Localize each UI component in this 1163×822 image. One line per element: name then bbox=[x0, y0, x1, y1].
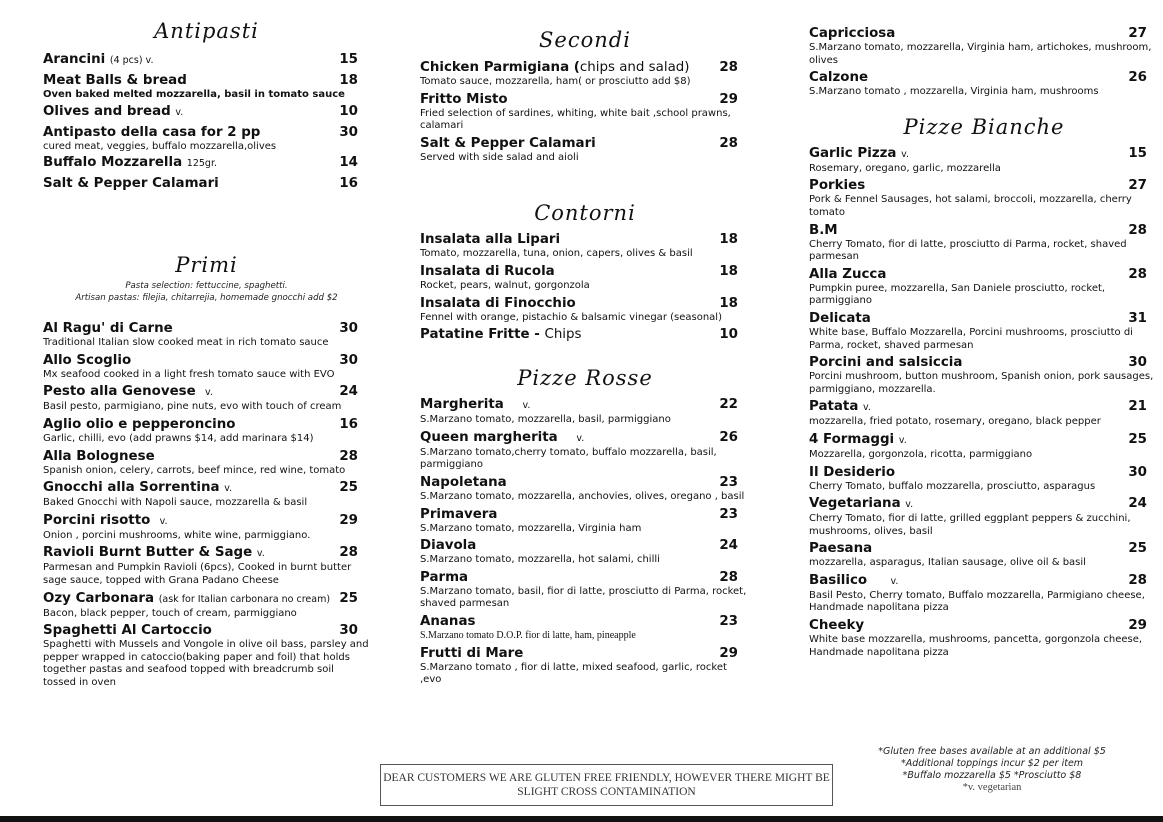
menu-item bbox=[809, 311, 1159, 352]
item-description: S.Marzano tomato , fior di latte, mixed seafood, garlic, rocket ,evo bbox=[420, 661, 727, 686]
item-price: 26 bbox=[1128, 70, 1147, 86]
item-qualifier: v. bbox=[159, 515, 168, 527]
item-qualifier: v. bbox=[890, 575, 899, 587]
item-price: 30 bbox=[339, 124, 358, 140]
item-price: 28 bbox=[1128, 266, 1147, 282]
item-price: 18 bbox=[719, 263, 738, 279]
item-description: S.Marzano tomato, mozzarella, anchovies, olives, oregano , basil bbox=[420, 490, 745, 502]
item-name: Parma bbox=[420, 569, 469, 585]
menu-item bbox=[420, 475, 750, 504]
item-name: Garlic Pizza bbox=[809, 145, 897, 161]
menu-item bbox=[43, 591, 370, 621]
item-description: Onion , porcini mushrooms, white wine, parmiggiano. bbox=[43, 529, 311, 541]
item-price: 29 bbox=[719, 645, 738, 661]
item-qualifier: v. bbox=[224, 483, 233, 495]
item-price: 25 bbox=[1128, 431, 1147, 447]
menu-item bbox=[420, 614, 750, 643]
additional-toppings-note: *Additional toppings incur $2 per item bbox=[900, 758, 1084, 769]
item-name: Diavola bbox=[420, 538, 477, 554]
item-name: Alla Zucca bbox=[809, 266, 887, 282]
item-price: 24 bbox=[1128, 496, 1147, 512]
menu-item bbox=[809, 399, 1159, 429]
item-description: S.Marzano tomato,cherry tomato, buffalo mozzarella, basil, parmiggiano bbox=[420, 446, 717, 471]
item-price: 25 bbox=[1128, 541, 1147, 557]
item-price: 28 bbox=[719, 60, 738, 75]
item-price: 28 bbox=[339, 448, 358, 464]
item-price: 26 bbox=[719, 429, 738, 445]
item-price: 28 bbox=[339, 545, 358, 561]
item-name: Calzone bbox=[809, 70, 869, 86]
item-name: Insalata alla Lipari bbox=[420, 232, 561, 248]
item-description: Basil Pesto, Cherry tomato, Buffalo mozzarella, Parmigiano cheese, Handmade napolitana pizza bbox=[809, 589, 1145, 614]
item-description: Bacon, black pepper, touch of cream, parmiggiano bbox=[43, 607, 297, 619]
item-price: 18 bbox=[339, 73, 358, 88]
menu-item bbox=[43, 321, 370, 350]
primi-note-artisan: Artisan pastas: filejia, chitarrejia, homemade gnocchi add $2 bbox=[75, 293, 338, 304]
menu-item bbox=[809, 70, 1159, 99]
gluten-free-notice: DEAR CUSTOMERS WE ARE GLUTEN FREE FRIENDLY, HOWEVER THERE MIGHT BE SLIGHT CROSS CONTAMINATION bbox=[380, 764, 833, 806]
antipasti-title: Antipasti bbox=[154, 19, 259, 43]
menu-item bbox=[809, 496, 1159, 538]
item-qualifier: v. bbox=[905, 499, 914, 511]
menu-item bbox=[809, 432, 1159, 462]
item-description: S.Marzano tomato, mozzarella, Virginia ham, artichokes, mushroom, olives bbox=[809, 42, 1152, 66]
item-name: Pesto alla Genovese bbox=[43, 384, 196, 400]
item-price: 15 bbox=[1128, 145, 1147, 161]
item-description: Served with side salad and aioli bbox=[420, 151, 579, 163]
item-price: 30 bbox=[339, 321, 358, 337]
item-description: Tomato sauce, mozzarella, ham( or prosciutto add $8) bbox=[420, 76, 691, 87]
item-name: Queen margherita bbox=[420, 429, 558, 445]
menu-item bbox=[420, 136, 750, 165]
menu-item bbox=[43, 384, 370, 414]
item-price: 31 bbox=[1128, 310, 1147, 326]
item-qualifier: (ask for Italian carbonara no cream) bbox=[158, 593, 331, 605]
item-name: Allo Scoglio bbox=[43, 352, 132, 368]
item-description: S.Marzano tomato, mozzarella, hot salami, chilli bbox=[420, 554, 660, 566]
menu-item bbox=[420, 430, 750, 472]
item-name: Olives and bread bbox=[43, 103, 171, 119]
item-price: 27 bbox=[1128, 26, 1147, 41]
item-qualifier: Chips bbox=[544, 327, 582, 343]
menu-item bbox=[809, 267, 1159, 308]
item-description: Traditional Italian slow cooked meat in rich tomato sauce bbox=[43, 337, 329, 349]
item-description: Pork & Fennel Sausages, hot salami, broccoli, mozzarella, cherry tomato bbox=[809, 194, 1132, 218]
item-price: 24 bbox=[719, 538, 738, 554]
item-name: Patata bbox=[809, 399, 859, 415]
item-name: Salt & Pepper Calamari bbox=[43, 176, 219, 192]
menu-item bbox=[43, 417, 370, 446]
item-name: Insalata di Finocchio bbox=[420, 295, 576, 311]
menu-item bbox=[420, 327, 750, 343]
item-description: mozzarella, fried potato, rosemary, oregano, black pepper bbox=[809, 416, 1101, 428]
menu-item bbox=[809, 146, 1159, 176]
menu-item bbox=[43, 104, 370, 121]
menu-item bbox=[809, 223, 1159, 264]
item-price: 27 bbox=[1128, 178, 1147, 194]
menu-item bbox=[809, 618, 1159, 659]
item-name: Arancini bbox=[43, 52, 106, 67]
menu-item bbox=[43, 52, 370, 69]
item-price: 10 bbox=[719, 327, 738, 343]
item-name: Alla Bolognese bbox=[43, 448, 155, 464]
item-name: Napoletana bbox=[420, 474, 507, 490]
menu-item bbox=[420, 646, 750, 687]
bottom-border bbox=[0, 816, 1163, 822]
secondi-title: Secondi bbox=[539, 28, 631, 52]
item-price: 25 bbox=[339, 590, 358, 606]
item-description: S.Marzano tomato, mozzarella, basil, parmiggiano bbox=[420, 414, 671, 426]
item-price: 21 bbox=[1128, 399, 1147, 415]
item-name: Vegetariana bbox=[809, 496, 901, 512]
menu-item bbox=[43, 125, 370, 154]
primi-note-pasta: Pasta selection: fettuccine, spaghetti. bbox=[125, 281, 288, 292]
item-qualifier: v. bbox=[256, 548, 265, 560]
pizze-rosse-list bbox=[420, 397, 750, 687]
pizze-bianche-list bbox=[809, 146, 1159, 659]
item-name: Aglio olio e pepperoncino bbox=[43, 416, 236, 432]
item-price: 28 bbox=[1128, 222, 1147, 238]
primi-title: Primi bbox=[175, 253, 238, 278]
item-name: Porcini risotto bbox=[43, 512, 151, 528]
item-description: S.Marzano tomato, basil, fior di latte, prosciutto di Parma, rocket, shaved parmesan bbox=[420, 585, 747, 610]
menu-item bbox=[809, 541, 1159, 570]
item-description: Pumpkin puree, mozzarella, San Daniele prosciutto, rocket, parmiggiano bbox=[809, 282, 1106, 307]
menu-item bbox=[43, 353, 370, 382]
item-name: Gnocchi alla Sorrentina bbox=[43, 480, 220, 496]
item-description: White base mozzarella, mushrooms, pancetta, gorgonzola cheese, Handmade napolitana pizza bbox=[809, 634, 1143, 658]
item-qualifier: (4 pcs) v. bbox=[109, 55, 154, 66]
menu-item bbox=[809, 26, 1159, 67]
item-description: S.Marzano tomato D.O.P. fior di latte, ham, pineapple bbox=[420, 629, 636, 641]
item-description: Porcini mushroom, button mushroom, Spanish onion, pork sausages, parmiggiano, mozzarella. bbox=[809, 371, 1154, 395]
item-name: Insalata di Rucola bbox=[420, 263, 555, 279]
item-price: 29 bbox=[1128, 618, 1147, 634]
menu-item bbox=[809, 465, 1159, 494]
item-qualifier: v. bbox=[576, 432, 585, 444]
item-qualifier: v. bbox=[898, 434, 907, 446]
item-price: 14 bbox=[339, 155, 358, 171]
item-price: 23 bbox=[719, 613, 738, 629]
item-name: Frutti di Mare bbox=[420, 645, 524, 661]
item-price: 25 bbox=[339, 480, 358, 496]
item-description: Cherry Tomato, buffalo mozzarella, prosciutto, asparagus bbox=[809, 480, 1096, 492]
buffalo-prosciutto-note: *Buffalo mozzarella $5 *Prosciutto $8 bbox=[902, 770, 1082, 781]
item-description: mozzarella, asparagus, Italian sausage, olive oil & basil bbox=[809, 557, 1086, 569]
item-description: Tomato, mozzarella, tuna, onion, capers, olives & basil bbox=[420, 248, 693, 260]
item-price: 30 bbox=[339, 352, 358, 368]
item-description: Oven baked melted mozzarella, basil in tomato sauce bbox=[43, 89, 345, 100]
item-description: Baked Gnocchi with Napoli sauce, mozzarella & basil bbox=[43, 497, 308, 509]
item-price: 23 bbox=[719, 506, 738, 522]
item-name: Al Ragu' di Carne bbox=[43, 321, 173, 337]
menu-item bbox=[420, 264, 750, 293]
menu-item bbox=[809, 355, 1159, 396]
menu-item bbox=[420, 92, 750, 133]
contorni-list bbox=[420, 232, 750, 343]
item-name: Spaghetti Al Cartoccio bbox=[43, 623, 212, 639]
item-name: Delicata bbox=[809, 310, 871, 326]
item-description: White base, Buffalo Mozzarella, Porcini mushrooms, prosciutto di Parma, rocket, shaved parmesan bbox=[809, 326, 1133, 351]
menu-item bbox=[43, 449, 370, 478]
item-name: Ozy Carbonara bbox=[43, 590, 155, 606]
menu-item bbox=[43, 480, 370, 510]
item-name: Meat Balls & bread bbox=[43, 73, 187, 88]
item-name: Antipasto della casa for 2 pp bbox=[43, 124, 261, 140]
item-qualifier: 125gr. bbox=[186, 158, 218, 170]
item-name: Il Desiderio bbox=[809, 464, 896, 480]
item-name: Margherita bbox=[420, 397, 504, 413]
item-price: 15 bbox=[339, 52, 358, 67]
item-price: 28 bbox=[719, 569, 738, 585]
item-price: 24 bbox=[339, 384, 358, 400]
item-description: S.Marzano tomato , mozzarella, Virginia ham, mushrooms bbox=[809, 86, 1099, 98]
menu-item bbox=[43, 73, 370, 102]
menu-item bbox=[420, 60, 750, 89]
item-description: Fried selection of sardines, whiting, white bait ,school prawns, calamari bbox=[420, 107, 731, 132]
item-qualifier: v. bbox=[205, 387, 213, 399]
item-price: 29 bbox=[339, 512, 358, 528]
pizze-rosse-continued-list bbox=[809, 26, 1159, 99]
menu-item bbox=[420, 507, 750, 536]
item-price: 30 bbox=[1128, 464, 1147, 480]
item-name: 4 Formaggi bbox=[809, 431, 895, 447]
menu-item bbox=[43, 545, 370, 587]
menu-item bbox=[43, 623, 370, 689]
item-description: cured meat, veggies, buffalo mozzarella,olives bbox=[43, 140, 277, 152]
item-name: Ravioli Burnt Butter & Sage bbox=[43, 545, 253, 561]
menu-item bbox=[420, 570, 750, 611]
menu-item bbox=[809, 178, 1159, 219]
item-description: Cherry Tomato, fior di latte, prosciutto di Parma, rocket, shaved parmesan bbox=[809, 238, 1127, 263]
item-description: Rocket, pears, walnut, gorgonzola bbox=[420, 279, 590, 291]
menu-item bbox=[809, 573, 1159, 615]
menu-column-right bbox=[809, 0, 1159, 659]
item-price: 23 bbox=[719, 474, 738, 490]
item-description: Garlic, chilli, evo (add prawns $14, add marinara $14) bbox=[43, 432, 314, 444]
menu-column-middle bbox=[420, 0, 750, 687]
item-price: 22 bbox=[719, 397, 738, 413]
vegetarian-note: *v. vegetarian bbox=[962, 782, 1022, 793]
pizze-rosse-title: Pizze Rosse bbox=[517, 366, 653, 391]
item-qualifier: v. bbox=[901, 148, 910, 160]
item-description: Mx seafood cooked in a light fresh tomato sauce with EVO bbox=[43, 368, 335, 380]
contorni-title: Contorni bbox=[534, 201, 636, 226]
menu-item bbox=[43, 176, 370, 192]
item-qualifier: v. bbox=[863, 402, 871, 414]
footer-notes bbox=[862, 746, 1122, 794]
item-qualifier: chips and salad) bbox=[579, 60, 690, 75]
item-description: Rosemary, oregano, garlic, mozzarella bbox=[809, 162, 1001, 174]
item-name: Porcini and salsiccia bbox=[809, 355, 963, 371]
gluten-free-base-note: *Gluten free bases available at an additional $5 bbox=[878, 746, 1106, 757]
item-price: 18 bbox=[719, 295, 738, 311]
item-name: Chicken Parmigiana ( bbox=[420, 60, 580, 75]
item-price: 28 bbox=[719, 135, 738, 151]
menu-item bbox=[420, 296, 750, 325]
item-name: Basilico bbox=[809, 572, 868, 588]
item-price: 10 bbox=[339, 103, 358, 119]
item-description: Basil pesto, parmigiano, pine nuts, evo with touch of cream bbox=[43, 401, 342, 413]
item-price: 18 bbox=[719, 232, 738, 248]
item-price: 30 bbox=[339, 623, 358, 639]
item-qualifier: v. bbox=[522, 400, 531, 412]
item-name: Patatine Fritte - bbox=[420, 327, 540, 343]
item-description: S.Marzano tomato, mozzarella, Virginia ham bbox=[420, 522, 642, 534]
pizze-bianche-title: Pizze Bianche bbox=[903, 114, 1065, 139]
item-name: Fritto Misto bbox=[420, 91, 508, 107]
menu-item bbox=[420, 538, 750, 567]
item-description: Spaghetti with Mussels and Vongole in olive oil bass, parsley and pepper wrapped in catoccio(baking paper and foil) that holds together pastas and seafood topped with breadcrumb soil tossed in oven bbox=[43, 639, 369, 688]
item-price: 16 bbox=[339, 176, 358, 192]
item-description: Spanish onion, celery, carrots, beef mince, red wine, tomato bbox=[43, 464, 346, 476]
item-name: B.M bbox=[809, 222, 838, 238]
menu-item bbox=[43, 513, 370, 543]
item-description: Mozzarella, gorgonzola, ricotta, parmiggiano bbox=[809, 448, 1033, 460]
item-price: 28 bbox=[1128, 572, 1147, 588]
item-name: Buffalo Mozzarella bbox=[43, 155, 183, 171]
menu-item bbox=[43, 155, 370, 172]
item-description: Fennel with orange, pistachio & balsamic vinegar (seasonal) bbox=[420, 311, 722, 323]
item-price: 16 bbox=[339, 416, 358, 432]
item-name: Capricciosa bbox=[809, 26, 896, 41]
item-price: 29 bbox=[719, 91, 738, 107]
item-qualifier: v. bbox=[175, 106, 184, 118]
antipasti-list bbox=[43, 52, 370, 192]
secondi-list bbox=[420, 60, 750, 164]
item-description: Cherry Tomato, fior di latte, grilled eggplant peppers & zucchini, mushrooms, olives, basil bbox=[809, 513, 1131, 537]
item-name: Ananas bbox=[420, 613, 476, 629]
menu-column-left bbox=[43, 0, 370, 690]
item-name: Primavera bbox=[420, 506, 498, 522]
item-price: 30 bbox=[1128, 355, 1147, 371]
menu-item bbox=[420, 397, 750, 427]
item-name: Salt & Pepper Calamari bbox=[420, 135, 596, 151]
item-name: Cheeky bbox=[809, 618, 865, 634]
primi-list bbox=[43, 321, 370, 689]
menu-item bbox=[420, 232, 750, 261]
item-name: Paesana bbox=[809, 541, 873, 557]
item-name: Porkies bbox=[809, 178, 866, 194]
item-description: Parmesan and Pumpkin Ravioli (6pcs), Cooked in burnt butter sage sauce, topped with Grana Padano Cheese bbox=[43, 562, 352, 586]
